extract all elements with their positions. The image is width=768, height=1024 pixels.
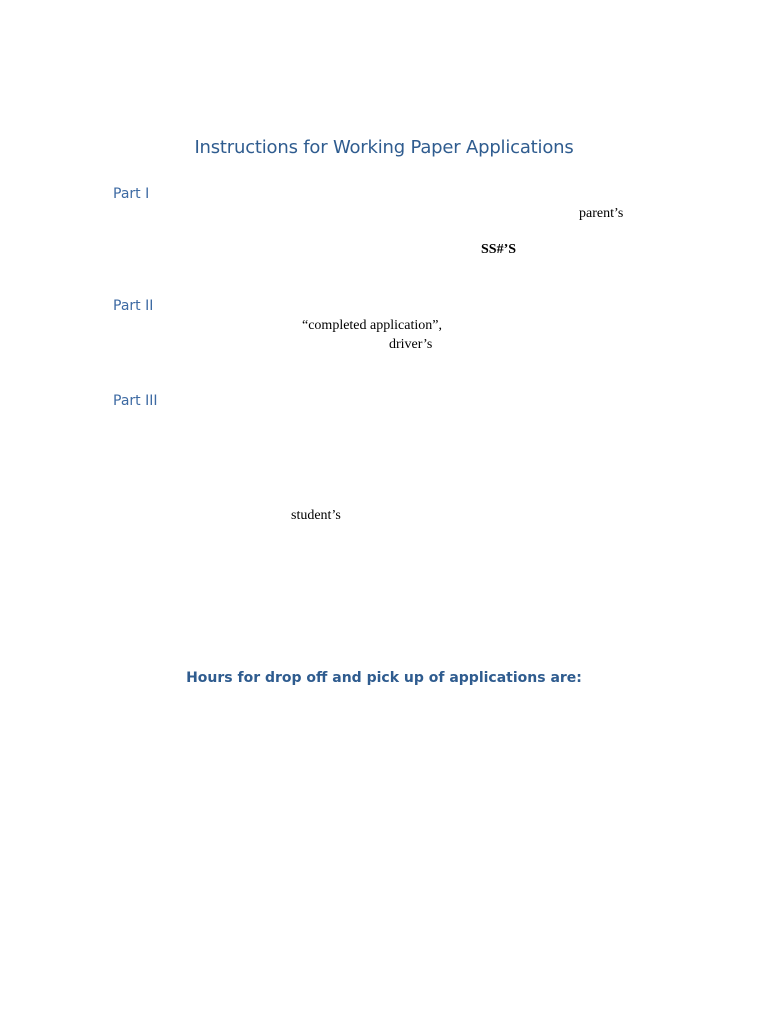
drivers-text: driver’s [389,337,433,352]
parents-text: parent’s [579,206,624,221]
part-three-heading: Part III [113,393,158,409]
hours-heading: Hours for drop off and pick up of applications are: [186,670,582,686]
ssn-text: SS#’S [481,242,517,257]
part-one-heading: Part I [113,186,150,202]
completed-application-text: “completed application”, [302,318,442,333]
document-title: Instructions for Working Paper Applications [194,137,574,158]
students-text: student’s [291,508,341,523]
part-two-heading: Part II [113,298,154,314]
